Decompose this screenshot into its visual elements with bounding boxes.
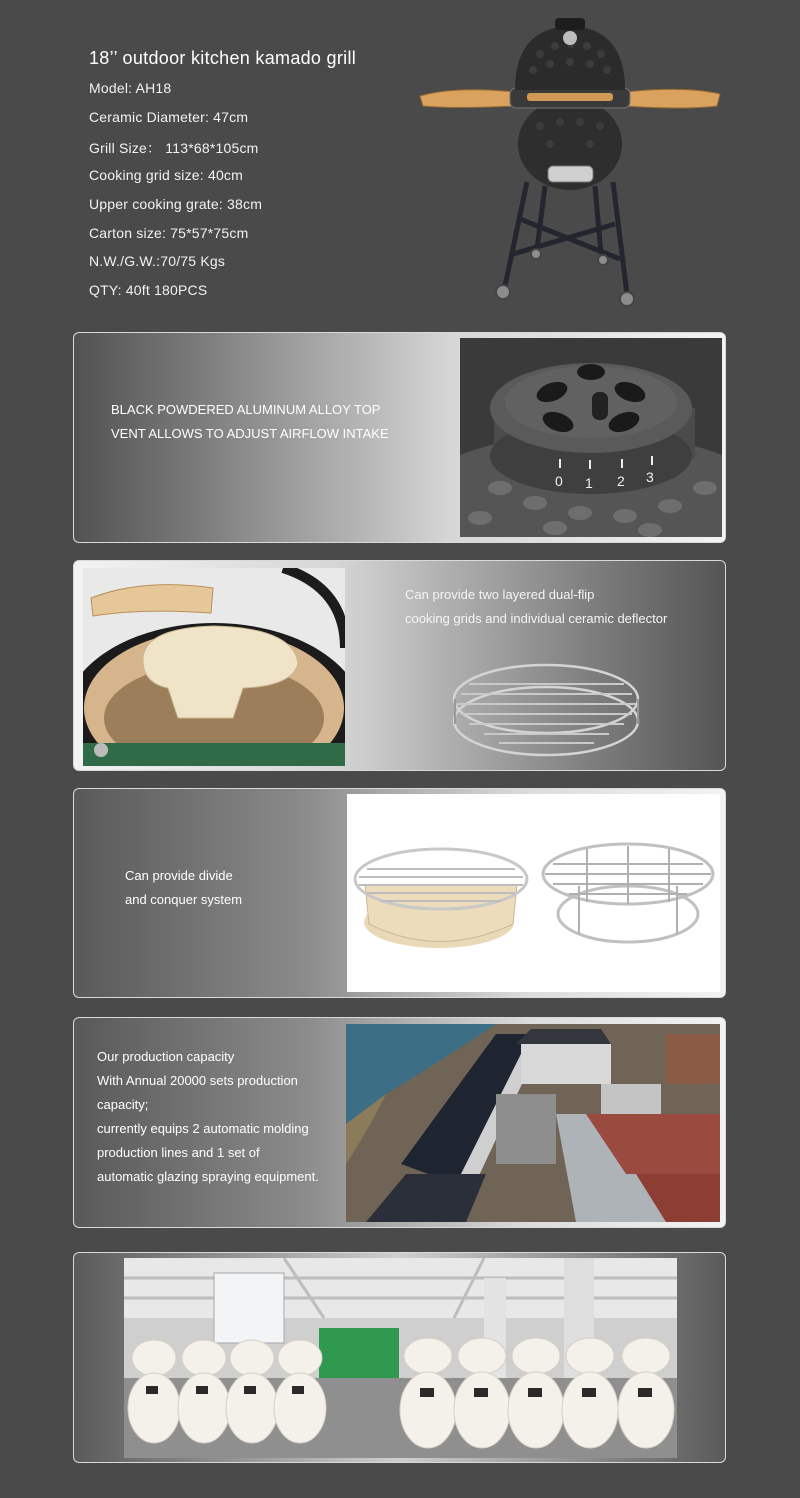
- deflector-photo: [83, 568, 345, 766]
- top-vent-photo: [460, 338, 722, 537]
- spec-upper-grate: Upper cooking grate: 38cm: [89, 196, 263, 212]
- kamado-grill-image: [415, 14, 725, 309]
- capacity-line-6: automatic glazing spraying equipment.: [97, 1169, 319, 1184]
- spec-grill-size: Grill Size： 113*68*105cm: [89, 140, 259, 156]
- top-vent-line-2: VENT ALLOWS TO ADJUST AIRFLOW INTAKE: [111, 426, 389, 441]
- top-vent-description: [111, 398, 389, 446]
- divide-conquer-line-2: and conquer system: [125, 892, 243, 907]
- capacity-line-5: production lines and 1 set of: [97, 1145, 260, 1160]
- spec-cooking-grid: Cooking grid size: 40cm: [89, 167, 243, 183]
- capacity-description: [97, 1045, 319, 1189]
- spec-model: Model: AH18: [89, 80, 172, 96]
- divide-conquer-line-1: Can provide divide: [125, 868, 233, 883]
- dual-flip-grid-photo: [449, 639, 644, 764]
- dual-flip-line-1: Can provide two layered dual-flip: [405, 587, 595, 602]
- capacity-panel: [73, 1017, 726, 1228]
- dual-flip-line-2: cooking grids and individual ceramic deflector: [405, 611, 668, 626]
- dial-number-2: 2: [617, 473, 625, 489]
- factory-floor-photo: [124, 1258, 677, 1458]
- factory-floor-panel: [73, 1252, 726, 1463]
- product-title: 18’’ outdoor kitchen kamado grill: [89, 48, 357, 68]
- dual-flip-description: [405, 583, 667, 631]
- dial-number-3: 3: [646, 469, 654, 485]
- capacity-line-3: capacity;: [97, 1097, 149, 1112]
- factory-aerial-photo: [346, 1024, 720, 1222]
- divide-conquer-description: [125, 864, 242, 912]
- dial-number-1: 1: [585, 475, 593, 491]
- spec-ceramic-diameter: Ceramic Diameter: 47cm: [89, 109, 249, 125]
- dial-number-0: 0: [555, 473, 563, 489]
- spec-quantity: QTY: 40ft 180PCS: [89, 282, 208, 298]
- dual-flip-panel: [73, 560, 726, 771]
- divide-conquer-panel: [73, 788, 726, 998]
- product-header: [0, 0, 800, 320]
- top-vent-panel: [73, 332, 726, 543]
- top-vent-line-1: BLACK POWDERED ALUMINUM ALLOY TOP: [111, 402, 381, 417]
- capacity-line-2: With Annual 20000 sets production: [97, 1073, 298, 1088]
- spec-carton-size: Carton size: 75*57*75cm: [89, 225, 249, 241]
- capacity-line-4: currently equips 2 automatic molding: [97, 1121, 309, 1136]
- capacity-line-1: Our production capacity: [97, 1049, 235, 1064]
- divide-conquer-photo: [347, 794, 720, 992]
- spec-weight: N.W./G.W.:70/75 Kgs: [89, 253, 226, 269]
